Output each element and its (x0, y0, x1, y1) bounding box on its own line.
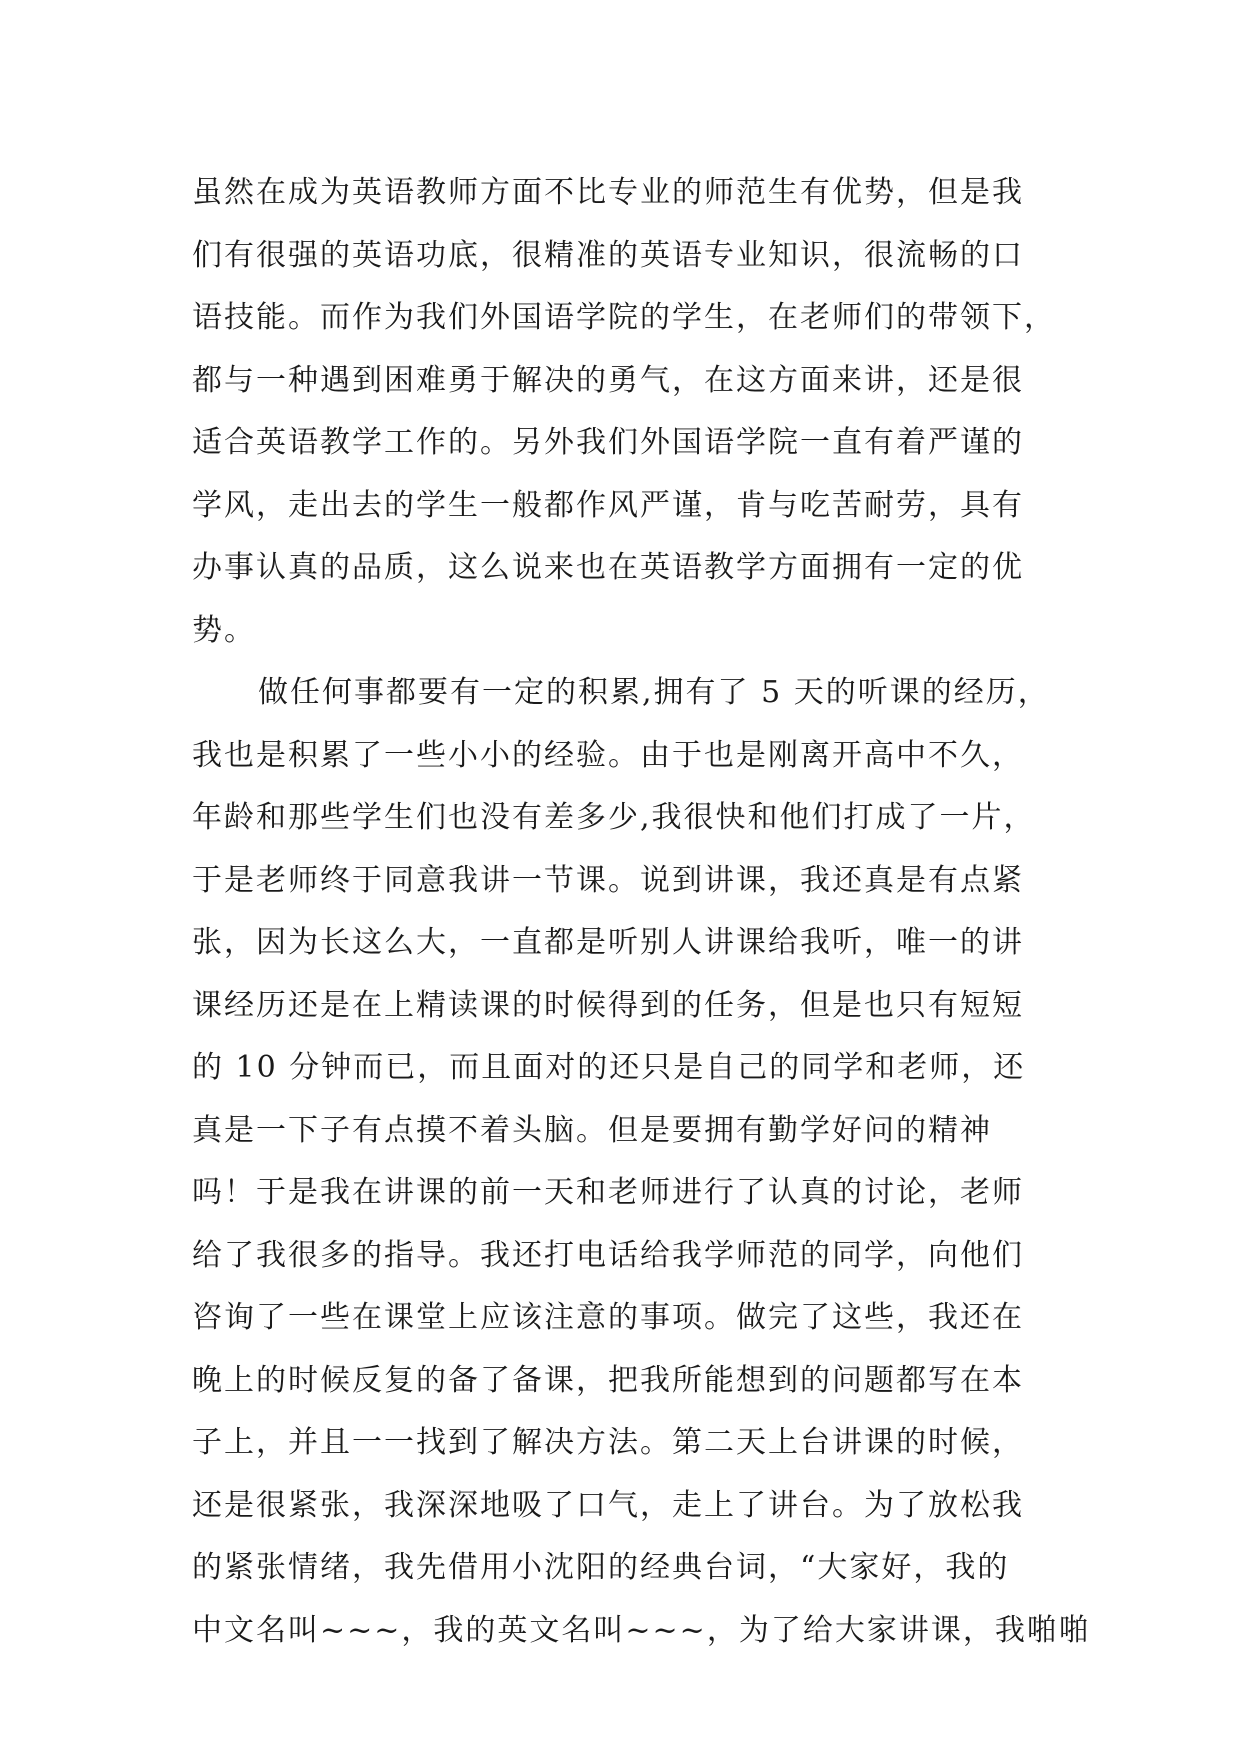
body-text (192, 162, 1091, 1662)
text-line: 中文名叫~~~，我的英文名叫~~~，为了给大家讲课，我啪啪 (192, 1612, 1091, 1648)
text-line: 张，因为长这么大，一直都是听别人讲课给我听，唯一的讲 (192, 925, 1024, 960)
text-line: 真是一下子有点摸不着头脑。但是要拥有勤学好问的精神 (192, 1112, 992, 1148)
text-line: 晚上的时候反复的备了备课，把我所能想到的问题都写在本 (192, 1362, 1024, 1398)
paragraph-start-line: 做任何事都要有一定的积累,拥有了 5 天的听课的经历， (258, 675, 1050, 710)
text-line: 子上，并且一一找到了解决方法。第二天上台讲课的时候， (192, 1425, 1024, 1460)
text-line: 于是老师终于同意我讲一节课。说到讲课，我还真是有点紧 (192, 862, 1024, 898)
text-line: 吗！于是我在讲课的前一天和老师进行了认真的讨论，老师 (192, 1175, 1024, 1210)
text-line: 学风，走出去的学生一般都作风严谨，肯与吃苦耐劳，具有 (192, 487, 1024, 523)
text-line: 势。 (192, 612, 256, 648)
text-line: 课经历还是在上精读课的时候得到的任务，但是也只有短短 (192, 987, 1024, 1023)
text-line: 年龄和那些学生们也没有差多少,我很快和他们打成了一片， (192, 800, 1036, 835)
text-line: 都与一种遇到困难勇于解决的勇气，在这方面来讲，还是很 (192, 362, 1024, 398)
text-line: 们有很强的英语功底，很精准的英语专业知识，很流畅的口 (192, 237, 1024, 273)
text-line: 还是很紧张，我深深地吸了口气，走上了讲台。为了放松我 (192, 1487, 1024, 1523)
text-line: 的 10 分钟而已，而且面对的还只是自己的同学和老师，还 (192, 1050, 1026, 1085)
text-line: 给了我很多的指导。我还打电话给我学师范的同学，向他们 (192, 1237, 1024, 1273)
text-line: 的紧张情绪，我先借用小沈阳的经典台词，“大家好，我的 (192, 1550, 1010, 1585)
text-line: 适合英语教学工作的。另外我们外国语学院一直有着严谨的 (192, 425, 1024, 460)
text-line: 虽然在成为英语教师方面不比专业的师范生有优势，但是我 (192, 175, 1024, 210)
text-line: 语技能。而作为我们外国语学院的学生，在老师们的带领下， (192, 300, 1056, 335)
text-line: 我也是积累了一些小小的经验。由于也是刚离开高中不久， (192, 737, 1024, 773)
text-line: 办事认真的品质，这么说来也在英语教学方面拥有一定的优 (192, 550, 1024, 585)
text-line: 咨询了一些在课堂上应该注意的事项。做完了这些，我还在 (192, 1300, 1024, 1335)
